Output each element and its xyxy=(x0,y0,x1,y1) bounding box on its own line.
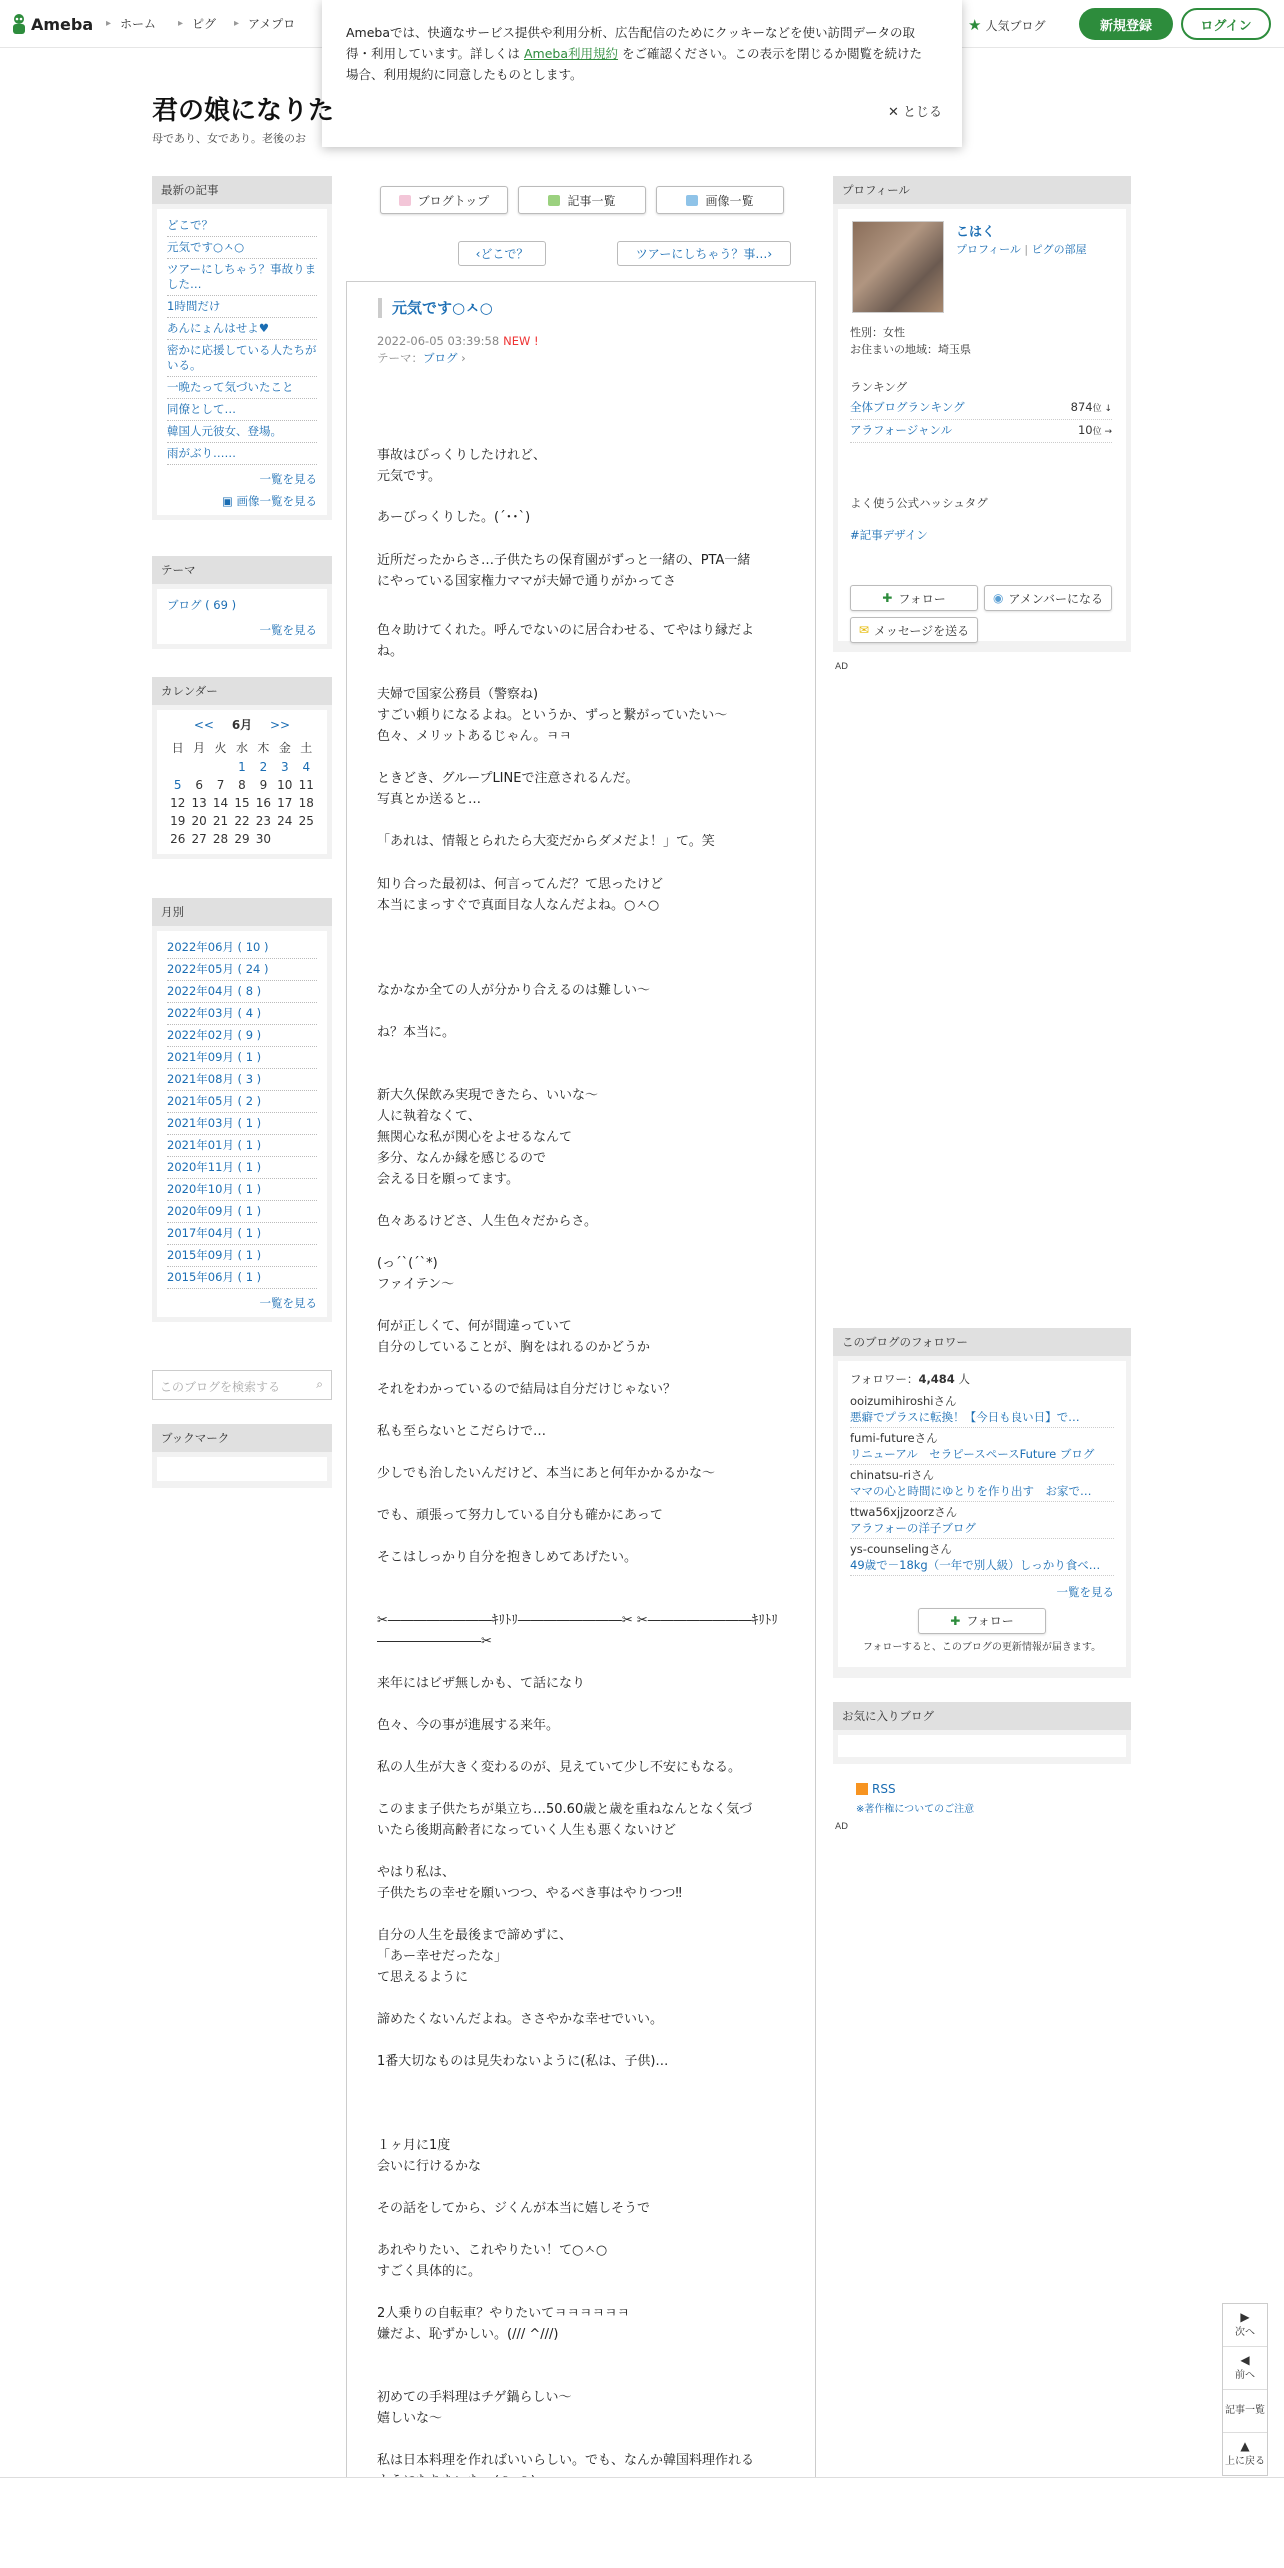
latest-articles-box xyxy=(152,176,332,520)
article-paragraph: 「あれは、情報とられたら大変だからダメだよ！」て。笑 xyxy=(377,834,715,849)
monthly-archive-item[interactable]: 2017年04月 ( 1 ) xyxy=(167,1223,317,1245)
follower-follow-button[interactable] xyxy=(918,1608,1046,1634)
follower-count: 4,484 xyxy=(918,1372,955,1386)
tab-image-list[interactable]: 画像一覧 xyxy=(656,186,784,214)
article-paragraph: ときどき、グループLINEで注意されるんだ。 写真とか送ると… xyxy=(377,771,639,807)
article-paragraph: あーびっくりした。(´･･`) xyxy=(377,510,531,525)
theme-more-link[interactable]: 一覧を見る xyxy=(259,623,317,637)
follower-blog-link[interactable]: アラフォーの洋子ブログ xyxy=(850,1521,976,1535)
ad-label-2: AD xyxy=(835,1822,849,1832)
plus-icon: ✚ xyxy=(882,591,893,605)
calendar-day: 12 xyxy=(170,796,186,810)
calendar-day: 7 xyxy=(216,778,225,792)
more-link[interactable]: 一覧を見る xyxy=(259,472,317,486)
calendar-day[interactable]: 2 xyxy=(259,760,268,774)
article-paragraph: このまま子供たちが巣立ち…50.60歳と歳を重ねなんとなく気づ いたら後期高齢者になっていく人生も悪くないけど xyxy=(377,1802,753,1838)
calendar-weekday: 火 xyxy=(214,741,227,755)
calendar-day: 16 xyxy=(255,796,272,810)
calendar-day: 15 xyxy=(234,796,250,810)
search-icon: ⌕ xyxy=(316,1377,323,1391)
latest-article-item[interactable]: あんにょんはせよ♥ xyxy=(167,318,317,340)
copyright-link[interactable]: ※著作権についてのご注意 xyxy=(856,1804,975,1815)
hashtag-link[interactable]: #記事デザイン xyxy=(850,528,928,542)
calendar-day: 30 xyxy=(255,832,272,846)
calendar-weekday: 金 xyxy=(278,741,291,755)
close-icon: ✕ xyxy=(887,105,903,120)
latest-article-item[interactable]: 元気です○ㅅ○ xyxy=(167,237,317,259)
calendar-weekday: 日 xyxy=(171,741,184,755)
chevron-right-icon: ▸ xyxy=(234,18,240,29)
calendar-day: 20 xyxy=(191,814,207,828)
calendar-day xyxy=(188,758,209,776)
latest-article-item[interactable]: 雨がぶり…… xyxy=(167,443,317,465)
blog-search-input[interactable]: このブログを検索する ⌕ xyxy=(152,1370,332,1400)
amember-button[interactable]: ◉ アメンバーになる xyxy=(984,585,1112,611)
article-paragraph: 色々助けてくれた。呼んでないのに居合わせる、てやはり縁だよ ね。 xyxy=(377,623,755,659)
calendar-weekday: 木 xyxy=(257,741,270,755)
monthly-archive-item[interactable]: 2022年06月 ( 10 ) xyxy=(167,937,317,959)
plus-icon: ✚ xyxy=(950,1614,961,1628)
monthly-archive-item[interactable]: 2022年05月 ( 24 ) xyxy=(167,959,317,981)
nav-amepro[interactable]: ▸ アメプロ xyxy=(234,17,296,31)
ameba-logo[interactable]: Ameba xyxy=(10,12,93,36)
article-paragraph: あれやりたい、これやりたい！て○ㅅ○ すごく具体的に。 xyxy=(377,2243,608,2279)
favorites-box: お気に入りブログ xyxy=(833,1702,1131,1764)
calendar-day: 14 xyxy=(212,796,229,810)
calendar-day[interactable]: 4 xyxy=(302,760,311,774)
follower-name[interactable]: ooizumihiroshi xyxy=(850,1394,934,1408)
article-title[interactable]: 元気です○ㅅ○ xyxy=(378,298,493,318)
article-paragraph: そこはしっかり自分を抱きしめてあげたい。 xyxy=(377,1550,638,1565)
side-nav xyxy=(1222,2303,1268,2476)
calendar-month: 6月 xyxy=(231,718,253,732)
article-paragraph: (っ´`(´`*) ファイテン～ xyxy=(377,1256,455,1292)
prev-article-button[interactable]: ‹ どこで？ xyxy=(458,241,546,266)
monthly-archive-item[interactable]: 2020年11月 ( 1 ) xyxy=(167,1157,317,1179)
genre-ranking-link[interactable]: アラフォージャンル xyxy=(850,423,953,437)
monthly-more-link[interactable]: 一覧を見る xyxy=(259,1296,317,1310)
follower-item xyxy=(850,1391,1114,1428)
calendar-day xyxy=(274,830,295,848)
profile-gender: 性別：女性 xyxy=(850,326,905,339)
follower-item xyxy=(850,1428,1114,1465)
new-badge: NEW ! xyxy=(503,334,539,348)
article-paragraph: なかなか全ての人が分かり合えるのは難しい～ xyxy=(377,983,651,998)
rss-link[interactable]: RSS xyxy=(856,1782,896,1796)
follow-note: フォローすると、このブログの更新情報が届きます。 xyxy=(862,1642,1102,1653)
monthly-archive-item[interactable]: 2021年03月 ( 1 ) xyxy=(167,1113,317,1135)
calendar-day: 8 xyxy=(238,778,246,792)
calendar-day: 24 xyxy=(277,814,293,828)
follower-san: さん xyxy=(934,1505,958,1519)
monthly-archive-item[interactable]: 2021年05月 ( 2 ) xyxy=(167,1091,317,1113)
overall-ranking-link[interactable]: 全体ブログランキング xyxy=(850,400,965,414)
mail-icon: ✉ xyxy=(858,623,869,637)
chevron-right-icon: › xyxy=(457,351,466,365)
article-paragraph: 私の人生が大きく変わるのが、見えていて少し不安にもなる。 xyxy=(377,1760,742,1775)
arrow-up-icon: ▲ xyxy=(1240,2439,1250,2453)
theme-item[interactable]: ブログ ( 69 ) xyxy=(167,598,237,612)
side-top-button[interactable]: ▲ 上に戻る xyxy=(1225,2439,1265,2467)
article-paragraph: 来年にはビザ無しかも、て話になり xyxy=(377,1676,586,1691)
article-paragraph: 2人乗りの自転車？やりたいてㅋㅋㅋㅋㅋㅋ 嫌だよ、恥ずかしい。(/// ^///) xyxy=(377,2306,630,2342)
article-paragraph: でも、頑張って努力している自分も確かにあって xyxy=(377,1508,663,1523)
monthly-box: 月別 2022年06月 ( 10 ) 2022年05月 ( 24 ) 2022年04月 ( 8 ) 2022年03月 ( 4 ) 2022年02月 ( 9 ) 2021年09月 ( 1 ) 2021年08月 ( 3 ) 2021年05月 ( 2 ) 2021年03月 ( 1 ) 2021年01月 ( 1 ) 2020年11月 ( 1 ) 2020年10月 ( 1 ) 2020年09月 ( 1 ) 2017年04月 ( 1 ) 2015年09月 ( 1 ) 2015年06月 ( 1 ) 一覧を見る xyxy=(152,898,332,1322)
calendar-weekday: 月 xyxy=(193,741,206,755)
article-paragraph: 少しでも治したいんだけど、本当にあと何年かかるかな～ xyxy=(377,1466,716,1481)
hashtag-title: よく使う公式ハッシュタグ xyxy=(850,496,988,510)
side-list-button[interactable]: 記事一覧 xyxy=(1223,2390,1267,2433)
calendar-grid xyxy=(167,737,317,848)
profile-box: プロフィール こはく プロフィール | ピグの部屋 性別：女性 お住まいの地域：埼玉県 ランキング 全体ブログランキング 874位 ↓ アラフォージャンル 10位 → よく使う公式ハッシュタグ #記事デザイン ✚ フォロー ◉ アメンバーになる ✉ メッセージを送る xyxy=(833,176,1131,652)
bookmark-box: ブックマーク xyxy=(152,1424,332,1488)
calendar-day: 18 xyxy=(298,796,314,810)
calendar-day: 26 xyxy=(170,832,186,846)
cookie-close-button[interactable]: ✕ とじる xyxy=(887,105,942,120)
monthly-archive-item[interactable]: 2015年06月 ( 1 ) xyxy=(167,1267,317,1289)
article-icon xyxy=(548,195,560,206)
chevron-right-icon: › xyxy=(767,246,773,261)
calendar-day xyxy=(296,830,317,848)
theme-box: テーマ ブログ ( 69 ) 一覧を見る xyxy=(152,556,332,649)
follower-san: さん xyxy=(911,1468,935,1482)
calendar-day[interactable]: 5 xyxy=(173,778,182,792)
article-paragraph: その話をしてから、ジくんが本当に嬉しそうで xyxy=(377,2201,651,2216)
monthly-archive-item[interactable]: 2020年10月 ( 1 ) xyxy=(167,1179,317,1201)
monthly-archive-item[interactable]: 2022年02月 ( 9 ) xyxy=(167,1025,317,1047)
calendar-day: 28 xyxy=(212,832,229,846)
blog-icon xyxy=(399,195,411,206)
monthly-archive-item[interactable]: 2021年08月 ( 3 ) xyxy=(167,1069,317,1091)
article-paragraph: １ヶ月に1度 会いに行けるかな xyxy=(377,2138,482,2174)
calendar-day: 10 xyxy=(277,778,293,792)
ameba-logo-icon xyxy=(10,13,28,35)
terms-link[interactable]: Ameba利用規約 xyxy=(524,46,619,61)
article-paragraph: 私も至らないとこだらけで… xyxy=(377,1424,547,1439)
article-meta: 2022-06-05 03:39:58 NEW ! テーマ：ブログ › xyxy=(377,334,539,365)
follower-item xyxy=(850,1502,1114,1539)
arrow-left-icon: ◀ xyxy=(1240,2353,1250,2367)
nav-pigg[interactable]: ▸ ピグ xyxy=(178,17,217,31)
followers-more-link[interactable]: 一覧を見る xyxy=(1056,1585,1114,1599)
latest-article-item[interactable]: 同僚として… xyxy=(167,399,317,421)
article-paragraph: 新大久保飲み実現できたら、いいな～ 人に執着なくて、 無関心な私が関心をよせるなんて 多分、なんか縁を感じるので 会える日を願ってます。 xyxy=(377,1088,599,1187)
register-button[interactable]: 新規登録 xyxy=(1079,8,1173,40)
calendar-day: 19 xyxy=(170,814,186,828)
profile-name[interactable]: こはく xyxy=(956,225,996,240)
image-icon xyxy=(686,195,698,206)
tab-article-list[interactable]: 記事一覧 xyxy=(518,186,646,214)
profile-link[interactable]: プロフィール xyxy=(956,243,1021,256)
follower-blog-link[interactable]: ママの心と時間にゆとりを作り出す お家で… xyxy=(850,1484,1092,1498)
side-next-button[interactable]: ▶ 次へ xyxy=(1223,2304,1267,2347)
chevron-left-icon: ‹ xyxy=(475,246,481,261)
article-paragraph: 色々あるけどさ、人生色々だからさ。 xyxy=(377,1214,597,1229)
calendar-day: 27 xyxy=(191,832,207,846)
calendar-day[interactable]: 1 xyxy=(238,760,246,774)
chevron-right-icon: ▸ xyxy=(178,18,184,29)
follower-blog-link[interactable]: 悪癖でプラスに転換！【今日も良い日】で… xyxy=(850,1410,1080,1424)
monthly-archive-item[interactable]: 2021年09月 ( 1 ) xyxy=(167,1047,317,1069)
monthly-archive-item[interactable]: 2022年04月 ( 8 ) xyxy=(167,981,317,1003)
article-paragraph: ✂︎――――――――ｷﾘﾄﾘ――――――――✂︎ ✂︎――――――――ｷﾘﾄﾘ ――――――――✂︎ xyxy=(377,1613,778,1649)
genre-rank: 10 xyxy=(1077,423,1093,437)
tab-blog-top[interactable]: ブログトップ xyxy=(380,186,508,214)
follower-name[interactable]: ys-counseling xyxy=(850,1542,929,1556)
follower-item xyxy=(850,1465,1114,1502)
overall-rank: 874 xyxy=(1070,400,1093,414)
image-list-link[interactable]: ▣ 画像一覧を見る xyxy=(221,494,317,508)
latest-article-item[interactable]: 韓国人元彼女、登場。 xyxy=(167,421,317,443)
nav-home[interactable]: ▸ ホーム xyxy=(106,17,157,31)
cookie-notice: Amebaでは、快適なサービス提供や利用分析、広告配信のためにクッキーなどを使い訪問データの取 得・利用しています。詳しくは Ameba利用規約 をご確認ください。この表示を閉じるか閲覧を続けた 場合、利用規約に同意したものとします。 ✕ とじる xyxy=(322,0,962,147)
arrow-right-icon: ▶ xyxy=(1240,2310,1250,2324)
calendar-day: 29 xyxy=(234,832,250,846)
calendar-prev[interactable]: << xyxy=(193,718,214,732)
calendar-day: 13 xyxy=(191,796,207,810)
calendar-day: 22 xyxy=(234,814,250,828)
follower-san: さん xyxy=(933,1394,957,1408)
article-paragraph: 自分の人生を最後まで諦めずに、 「あー幸せだったな」 て思えるように xyxy=(377,1928,573,1985)
article-paragraph: 諦めたくないんだよね。ささやかな幸せでいい。 xyxy=(377,2012,664,2027)
follower-item xyxy=(850,1539,1114,1576)
calendar-day: 23 xyxy=(255,814,272,828)
article-paragraph: 何が正しくて、何が間違っていて 自分のしていることが、胸をはれるのかどうか xyxy=(377,1319,651,1355)
calendar-next[interactable]: >> xyxy=(270,718,291,732)
article-paragraph: 事故はびっくりしたけれど、 元気です。 xyxy=(377,448,547,484)
calendar-day xyxy=(210,758,231,776)
follower-name[interactable]: ttwa56xjjzoorz xyxy=(850,1505,935,1519)
follower-blog-link[interactable]: リニューアル セラピースペースFuture ブログ xyxy=(850,1447,1095,1461)
next-article-button[interactable]: ツアーにしちゃう？事… › xyxy=(617,241,791,266)
followers-box: このブログのフォロワー フォロワー：4,484 人 ooizumihiroshiさん 悪癖でプラスに転換！【今日も良い日】で… fumi-futureさん リニューアル セラピースペースFuture ブログ chinatsu-riさん ママの心と時間にゆとりを作り出す お家で… ttwa56xjjzoorzさん アラフォーの洋子ブログ ys-counselingさん 49歳で－18kg（一年で別人級）しっかり食べ… 一覧を見る ✚ フォロー フォローすると、このブログの更新情報が届きます。 xyxy=(833,1328,1131,1678)
calendar-day[interactable]: 3 xyxy=(281,760,289,774)
image-icon: ▣ xyxy=(221,494,237,508)
article-paragraph: ね？本当に。 xyxy=(377,1025,456,1040)
article-paragraph: 1番大切なものは見失わないように(私は、子供)… xyxy=(377,2054,669,2069)
pigg-room-link[interactable]: ピグの部屋 xyxy=(1031,243,1087,256)
article-paragraph: 夫婦で国家公務員（警察ね) すごい頼りになるよね。というか、ずっと繋がっていたい～ 色々、メリットあるじゃん。ㅋㅋ xyxy=(377,687,728,744)
article-paragraph: 近所だったからさ…子供たちの保育園がずっと一緒の、PTA一緒 にやっている国家権力ママが夫婦で通りがかってさ xyxy=(377,553,751,589)
ranking-title: ランキング xyxy=(850,380,908,394)
article-paragraph: 色々、今の事が進展する来年。 xyxy=(377,1718,560,1733)
calendar-box: カレンダー << 6月 >> 日 月 火 水 木 金 土 1 2 3 4 5 6 7 8 9 10 11 12 13 14 15 16 17 18 19 20 21 22 23 24 25 26 27 28 29 30 xyxy=(152,677,332,859)
cookie-text-1: Amebaでは、快適なサービス提供や利用分析、広告配信のためにクッキーなどを使い訪問データの取 xyxy=(346,25,916,40)
follow-label: フォロー xyxy=(966,1614,1014,1628)
calendar-day: 17 xyxy=(277,796,293,810)
follower-name[interactable]: chinatsu-ri xyxy=(850,1468,912,1482)
profile-area: お住まいの地域：埼玉県 xyxy=(850,343,971,356)
article-date: 2022-06-05 03:39:58 xyxy=(377,334,500,348)
follower-san: さん xyxy=(928,1542,952,1556)
member-icon: ◉ xyxy=(993,591,1004,605)
follower-name[interactable]: fumi-future xyxy=(850,1431,915,1445)
message-button[interactable]: ✉ メッセージを送る xyxy=(850,617,978,643)
ad-label: AD xyxy=(835,662,849,672)
calendar-day: 9 xyxy=(259,778,268,792)
article-paragraph: それをわかっているので結局は自分だけじゃない？ xyxy=(377,1382,677,1397)
footer xyxy=(0,2477,1284,2568)
side-prev-button[interactable]: ◀ 前へ xyxy=(1223,2347,1267,2390)
latest-heading: 最新の記事 xyxy=(152,176,332,204)
profile-avatar[interactable] xyxy=(852,221,944,313)
calendar-weekday: 水 xyxy=(235,741,248,755)
calendar-weekday: 土 xyxy=(300,741,313,755)
article-paragraph: 私は日本料理を作ればいいらしい。でも、なんか韓国料理作れる xyxy=(377,2453,755,2468)
popular-blog-link[interactable]: ★ 人気ブログ xyxy=(968,16,1046,34)
blog-title[interactable]: 君の娘になりた xyxy=(152,96,335,126)
chevron-right-icon: ▸ xyxy=(106,18,112,29)
article-paragraph: やはり私は、 子供たちの幸せを願いつつ、やるべき事はやりつつ‼ xyxy=(377,1865,682,1901)
latest-article-item[interactable]: どこで？ xyxy=(167,215,317,237)
blog-description: 母であり、女であり。老後のお xyxy=(152,132,306,145)
crown-icon: ★ xyxy=(968,16,982,34)
monthly-archive-item[interactable]: 2015年09月 ( 1 ) xyxy=(167,1245,317,1267)
monthly-archive-item[interactable]: 2021年01月 ( 1 ) xyxy=(167,1135,317,1157)
article-theme-link[interactable]: ブログ xyxy=(423,351,458,365)
latest-article-item[interactable]: 1時間だけ xyxy=(167,296,317,318)
follower-san: さん xyxy=(914,1431,938,1445)
rss-icon xyxy=(856,1783,868,1795)
latest-article-item[interactable]: 一晩たって気づいたこと xyxy=(167,377,317,399)
calendar-day: 6 xyxy=(195,778,203,792)
follower-blog-link[interactable]: 49歳で－18kg（一年で別人級）しっかり食べ… xyxy=(850,1558,1101,1572)
article-paragraph: 初めての手料理はチゲ鍋らしい～ 嬉しいな～ xyxy=(377,2390,572,2426)
calendar-day: 21 xyxy=(212,814,229,828)
latest-article-item[interactable]: ツアーにしちゃう？事故りました… xyxy=(167,259,317,296)
monthly-archive-item[interactable]: 2022年03月 ( 4 ) xyxy=(167,1003,317,1025)
calendar-day xyxy=(167,758,188,776)
latest-article-item[interactable]: 密かに応援している人たちがいる。 xyxy=(167,340,317,377)
calendar-day: 25 xyxy=(298,814,314,828)
follow-button[interactable]: ✚ フォロー xyxy=(850,585,978,611)
calendar-day: 11 xyxy=(298,778,314,792)
article-paragraph: 知り合った最初は、何言ってんだ？て思ったけど 本当にまっすぐで真面目な人なんだよね。○ㅅ○ xyxy=(377,877,664,913)
monthly-archive-item[interactable]: 2020年09月 ( 1 ) xyxy=(167,1201,317,1223)
login-button[interactable]: ログイン xyxy=(1181,8,1271,40)
